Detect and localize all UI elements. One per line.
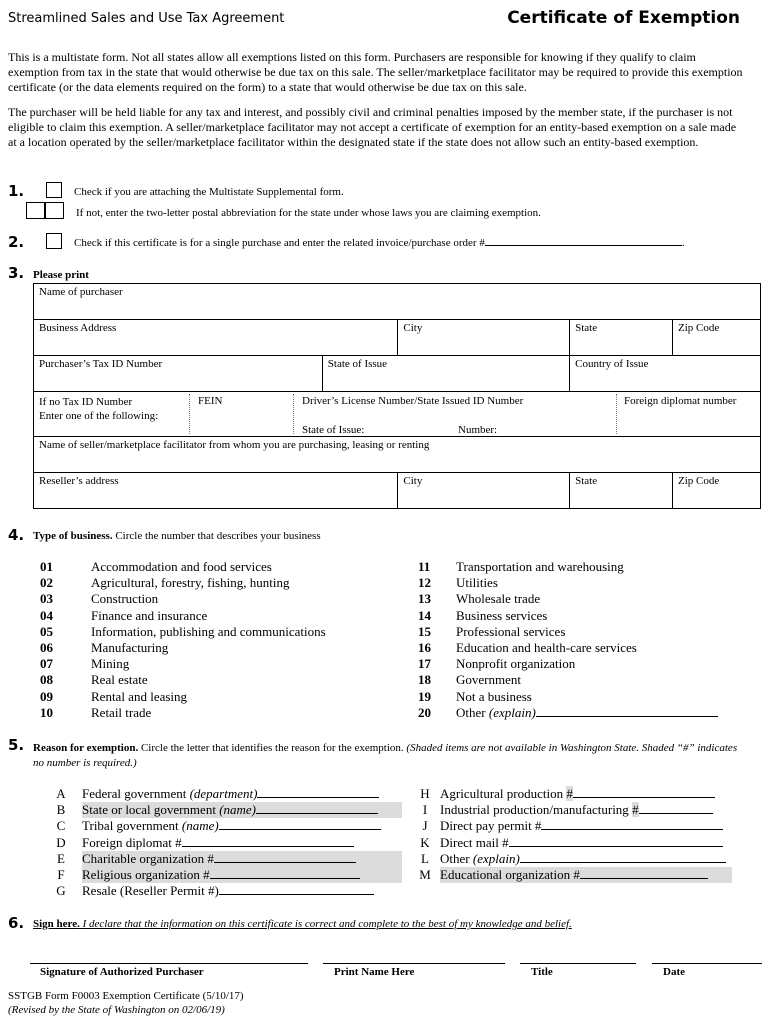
form-title: Certificate of Exemption <box>507 8 740 28</box>
country-of-issue-label: Country of Issue <box>575 358 649 370</box>
state-of-issue-label: State of Issue <box>327 358 388 370</box>
type-of-business-instruction: Circle the number that describes your business <box>115 530 321 542</box>
single-purchase-label <box>74 237 685 249</box>
multistate-supplemental-checkbox[interactable] <box>46 182 62 198</box>
reason-list-left <box>40 786 410 899</box>
business-item-other[interactable]: 20 Other (explain) <box>418 705 763 721</box>
reseller-state-field[interactable] <box>570 473 673 509</box>
print-name-label: Print Name Here <box>334 966 415 978</box>
sign-here-label: Sign here. <box>33 918 80 930</box>
business-item[interactable]: 18 Government <box>418 672 521 688</box>
zip-label: Zip Code <box>678 322 720 334</box>
business-item[interactable]: 17 Nonprofit organization <box>418 656 576 672</box>
business-address-label: Business Address <box>39 322 117 334</box>
reseller-city-field[interactable] <box>398 473 570 509</box>
state-of-issue-field[interactable] <box>322 356 569 392</box>
single-purchase-checkbox[interactable] <box>46 233 62 249</box>
reason-item-c[interactable]: C Tribal government (name) <box>40 818 410 834</box>
signature-line[interactable] <box>30 963 308 964</box>
business-item[interactable]: 02 Agricultural, forestry, fishing, hunting <box>40 575 290 591</box>
business-list-left <box>40 559 400 721</box>
business-item[interactable]: 15 Professional services <box>418 623 566 639</box>
single-purchase-text: Check if this certificate is for a single purchase and enter the related invoice/purchase order <box>74 237 477 249</box>
invoice-number-field[interactable] <box>485 245 682 246</box>
signature-label: Signature of Authorized Purchaser <box>40 966 204 978</box>
sign-here-statement <box>33 918 572 930</box>
city-field[interactable] <box>398 320 570 356</box>
reseller-address-field[interactable] <box>34 473 398 509</box>
seller-name-label: Name of seller/marketplace facilitator from whom you are purchasing, leasing or renting <box>39 439 430 451</box>
state-abbrev-box-2[interactable] <box>45 202 64 219</box>
drivers-license-label[interactable]: Driver’s License Number/State Issued ID Number <box>302 395 524 407</box>
section-5-number: 5. <box>8 736 25 754</box>
business-item[interactable]: 04 Finance and insurance <box>40 607 208 623</box>
reason-item-g[interactable]: G Resale (Reseller Permit #) <box>40 883 410 899</box>
business-item[interactable]: 05 Information, publishing and communications <box>40 623 326 639</box>
state-abbrev-label: If not, enter the two-letter postal abbreviation for the state under whose laws you are claiming exemption. <box>76 207 541 219</box>
reason-instruction: Circle the letter that identifies the reason for the exemption. <box>140 742 404 754</box>
declaration-text: I declare that the information on this certificate is correct and complete to the best of my knowledge and belief. <box>82 918 572 930</box>
business-item[interactable]: 14 Business services <box>418 607 548 623</box>
please-print-label: Please print <box>33 269 89 281</box>
business-list-right <box>418 559 763 721</box>
type-of-business-label: Type of business. <box>33 530 113 542</box>
reason-note: (Shaded items are not available in Washington State. Shaded “#” indicates no number is required.) <box>33 742 738 769</box>
title-label: Title <box>531 966 553 978</box>
business-item[interactable]: 06 Manufacturing <box>40 640 169 656</box>
business-item[interactable]: 13 Wholesale trade <box>418 591 541 607</box>
section-4-number: 4. <box>8 526 25 544</box>
reason-item-j[interactable]: J Direct pay permit # <box>410 818 762 834</box>
reason-item-h[interactable]: H Agricultural production # <box>410 786 762 802</box>
seller-name-field[interactable] <box>34 437 761 473</box>
fein-label[interactable]: FEIN <box>198 395 223 407</box>
purchaser-tax-id-label: Purchaser’s Tax ID Number <box>39 358 163 370</box>
no-tax-id-label <box>39 395 158 423</box>
city-label: City <box>403 322 423 334</box>
purchaser-tax-id-field[interactable] <box>34 356 323 392</box>
reason-item-m[interactable]: M Educational organization # <box>410 867 762 883</box>
date-label: Date <box>663 966 685 978</box>
business-item[interactable]: 19 Not a business <box>418 688 532 704</box>
reason-heading <box>33 741 743 771</box>
print-name-line[interactable] <box>323 963 505 964</box>
reseller-address-label: Reseller’s address <box>39 475 119 487</box>
form-id: SSTGB Form F0003 Exemption Certificate (5/10/17) <box>8 990 244 1002</box>
reseller-state-label: State <box>575 475 598 487</box>
form-agreement-title: Streamlined Sales and Use Tax Agreement <box>8 11 285 26</box>
reason-item-k[interactable]: K Direct mail # <box>410 835 762 851</box>
reseller-zip-label: Zip Code <box>678 475 720 487</box>
section-6-number: 6. <box>8 914 25 932</box>
zip-field[interactable] <box>673 320 761 356</box>
no-tax-id-line-1: If no Tax ID Number <box>39 396 133 408</box>
type-of-business-heading <box>33 530 321 542</box>
business-item[interactable]: 12 Utilities <box>418 575 498 591</box>
single-purchase-end: . <box>681 237 685 249</box>
section-2-number: 2. <box>8 233 25 251</box>
state-abbrev-box-1[interactable] <box>26 202 45 219</box>
reason-item-b[interactable]: B State or local government (name) <box>40 802 410 818</box>
section-1-number: 1. <box>8 182 25 200</box>
business-item[interactable]: 03 Construction <box>40 591 159 607</box>
foreign-diplomat-number-label[interactable]: Foreign diplomat number <box>624 395 737 407</box>
dl-number-label[interactable]: Number: <box>458 424 498 436</box>
business-item[interactable]: 16 Education and health-care services <box>418 640 637 656</box>
dl-state-of-issue-label[interactable]: State of Issue: <box>302 424 365 436</box>
section-3-number: 3. <box>8 264 25 282</box>
intro-paragraph-2: The purchaser will be held liable for any tax and interest, and possibly civil and criminal penalties imposed by the member state, if the purchaser is not eligible to claim this exemption. A seller/marketplace facilitator may not accept a certificate of exemption for an entity-based exemption on a sale made at a location operated by the seller/marketplace facilitator within the designated state if the state does not allow such an entity-based exemption. <box>8 105 737 149</box>
reason-item-f[interactable]: F Religious organization # <box>40 867 410 883</box>
reason-item-i[interactable]: I Industrial production/manufacturing # <box>410 802 762 818</box>
single-purchase-hash: # <box>479 237 485 249</box>
purchaser-info-table <box>33 283 761 509</box>
revision-note: (Revised by the State of Washington on 02/06/19) <box>8 1004 225 1016</box>
business-item[interactable]: 08 Real estate <box>40 672 148 688</box>
reason-item-a[interactable]: A Federal government (department) <box>40 786 410 802</box>
title-line[interactable] <box>520 963 636 964</box>
business-item[interactable]: 01 Accommodation and food services <box>40 559 272 574</box>
intro-paragraph-1: This is a multistate form. Not all states allow all exemptions listed on this form. Purchasers are responsible for knowing if they qualify to claim exemption from tax in the state that would otherwise be due tax on this sale. The seller/marketplace facilitator may be required to provide this exemption certificate (or the data elements required on the form) to a state that would otherwise be due tax on this sale. <box>8 50 743 94</box>
state-field[interactable] <box>570 320 673 356</box>
reason-list-right <box>410 786 762 883</box>
other-business-explain-field[interactable] <box>536 716 718 717</box>
reason-item-d[interactable]: D Foreign diplomat # <box>40 835 410 851</box>
no-tax-id-row <box>34 392 761 437</box>
country-of-issue-field[interactable] <box>570 356 761 392</box>
business-address-field[interactable] <box>34 320 398 356</box>
business-item[interactable]: 10 Retail trade <box>40 704 152 720</box>
date-line[interactable] <box>652 963 762 964</box>
state-label: State <box>575 322 598 334</box>
business-item[interactable]: 07 Mining <box>40 656 130 672</box>
purchaser-name-label: Name of purchaser <box>39 286 123 298</box>
business-item[interactable]: 11 Transportation and warehousing <box>418 559 624 574</box>
multistate-supplemental-label: Check if you are attaching the Multistate Supplemental form. <box>74 186 344 198</box>
reseller-city-label: City <box>403 475 423 487</box>
no-tax-id-line-2: Enter one of the following: <box>39 410 159 422</box>
purchaser-name-field[interactable] <box>34 284 761 320</box>
reason-label: Reason for exemption. <box>33 742 139 754</box>
reason-item-l[interactable]: L Other (explain) <box>410 851 762 867</box>
reason-item-e[interactable]: E Charitable organization # <box>40 851 410 867</box>
business-item[interactable]: 09 Rental and leasing <box>40 688 188 704</box>
reseller-zip-field[interactable] <box>673 473 761 509</box>
